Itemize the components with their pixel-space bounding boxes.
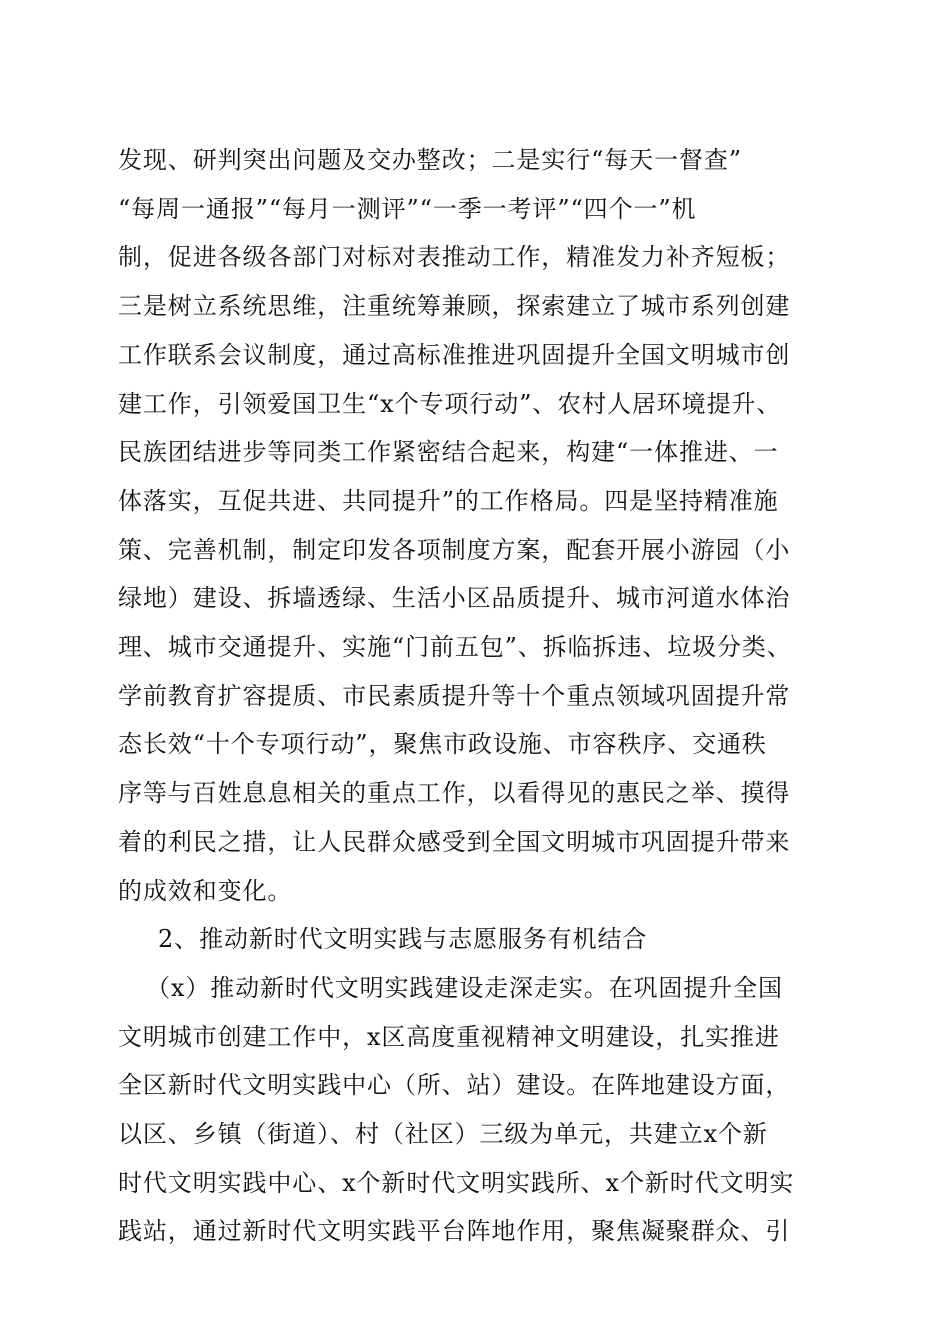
text-line: 着的利民之措，让人民群众感受到全国文明城市巩固提升带来	[118, 828, 791, 856]
text-line: 学前教育扩容提质、市民素质提升等十个重点领域巩固提升常	[118, 682, 791, 710]
text-line: 工作联系会议制度，通过高标准推进巩固提升全国文明城市创	[118, 341, 791, 369]
text-line: 文明城市创建工作中，x区高度重视精神文明建设，扎实推进	[118, 1023, 780, 1051]
text-line: 时代文明实践中心、x个新时代文明实践所、x个新时代文明实	[118, 1169, 795, 1197]
text-line: 态长效“十个专项行动”，聚焦市政设施、市容秩序、交通秩	[118, 730, 767, 758]
text-line: 三是树立系统思维，注重统筹兼顾，探索建立了城市系列创建	[118, 292, 791, 320]
text-line: 序等与百姓息息相关的重点工作，以看得见的惠民之举、摸得	[118, 779, 791, 807]
text-line: 建工作，引领爱国卫生“x个专项行动”、农村人居环境提升、	[118, 390, 782, 418]
text-line: 策、完善机制，制定印发各项制度方案，配套开展小游园（小	[118, 536, 791, 564]
text-line: （x）推动新时代文明实践建设走深走实。在巩固提升全国	[146, 974, 783, 1002]
text-line: 践站，通过新时代文明实践平台阵地作用，聚焦凝聚群众、引	[118, 1217, 791, 1245]
text-line: 理、城市交通提升、实施“门前五包”、拆临拆违、垃圾分类、	[118, 633, 792, 661]
text-line: “每周一通报”“每月一测评”“一季一考评”“四个一”机	[118, 195, 697, 223]
text-line: 全区新时代文明实践中心（所、站）建设。在阵地建设方面，	[118, 1071, 791, 1099]
text-line: 体落实，互促共进、共同提升”的工作格局。四是坚持精准施	[118, 487, 779, 515]
text-line: 发现、研判突出问题及交办整改；二是实行“每天一督查”	[118, 146, 742, 174]
text-line: 以区、乡镇（街道）、村（社区）三级为单元，共建立x个新	[118, 1120, 768, 1148]
text-line: 民族团结进步等同类工作紧密结合起来，构建“一体推进、一	[118, 438, 779, 466]
section-heading: 2、推动新时代文明实践与志愿服务有机结合	[158, 925, 648, 953]
text-line: 的成效和变化。	[118, 877, 293, 905]
text-line: 制，促进各级各部门对标对表推动工作，精准发力补齐短板；	[118, 243, 791, 271]
text-line: 绿地）建设、拆墙透绿、生活小区品质提升、城市河道水体治	[118, 584, 791, 612]
